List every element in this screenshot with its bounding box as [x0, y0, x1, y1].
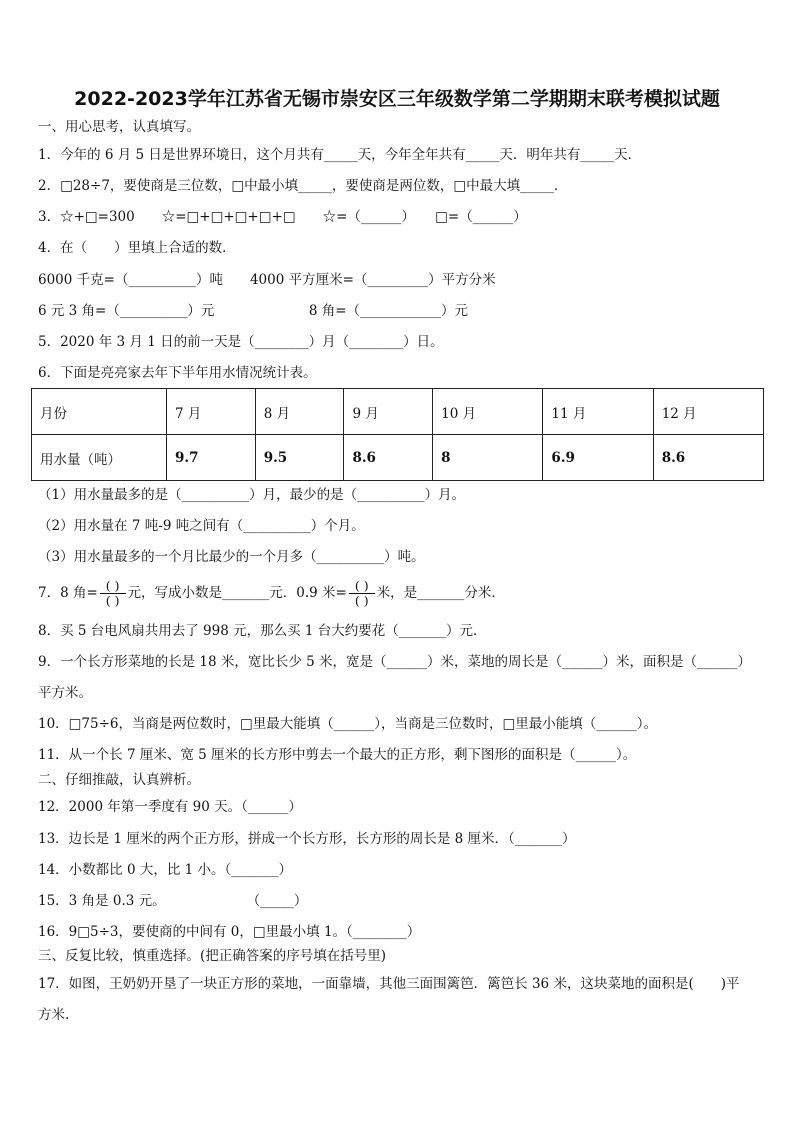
page-title: 2022-2023学年江苏省无锡市崇安区三年级数学第二学期期末联考模拟试题: [74, 88, 720, 110]
table-cell: 8.6: [653, 435, 763, 481]
section-2-heading: 二、仔细推敲，认真辨析。: [38, 772, 200, 788]
question-6-part-3: （3）用水量最多的一个月比最少的一个月多（__________）吨。: [38, 549, 425, 565]
table-cell: 8 月: [255, 389, 344, 435]
question-1: 1．今年的 6 月 5 日是世界环境日，这个月共有_____天，今年全年共有_____天．明年共有_____天．: [38, 147, 642, 163]
question-5: 5．2020 年 3 月 1 日的前一天是（________）月（________）日。: [38, 334, 444, 350]
table-cell: 11 月: [543, 389, 653, 435]
fraction-denominator: ( ): [354, 593, 369, 608]
table-cell: 8.6: [344, 435, 433, 481]
question-6-part-1: （1）用水量最多的是（__________）月，最少的是（__________）月。: [38, 487, 466, 503]
question-9: 9．一个长方形菜地的长是 18 米，宽比长少 5 米，宽是（______）米，菜地的周长是（______）米，面积是（______）: [38, 654, 752, 670]
fraction-numerator: ( ): [100, 579, 126, 594]
table-cell: 9.5: [255, 435, 344, 481]
question-7-text-a: 7．8 角=: [38, 585, 98, 601]
section-3-heading: 三、反复比较，慎重选择。(把正确答案的序号填在括号里): [38, 948, 387, 964]
table-row: [32, 389, 764, 435]
table-cell: 9.7: [167, 435, 256, 481]
question-8: 8．买 5 台电风扇共用去了 998 元，那么买 1 台大约要花（_______）元．: [38, 623, 487, 639]
table-cell: 6.9: [543, 435, 653, 481]
question-7: [38, 578, 505, 608]
table-cell: 7 月: [167, 389, 256, 435]
question-7-text-c: 米，是_______分米．: [376, 585, 505, 601]
table-header-month: 月份: [32, 389, 167, 435]
question-12: 12．2000 年第一季度有 90 天。（______）: [38, 799, 302, 815]
question-4: 4．在（ ）里填上合适的数．: [38, 240, 236, 256]
question-4-line-b: 6 元 3 角=（__________）元 8 角=（____________）元: [38, 303, 469, 319]
question-7-text-b: 元，写成小数是_______元．0.9 米=: [127, 585, 347, 601]
section-1-heading: 一、用心思考，认真填写。: [38, 119, 200, 135]
table-header-usage: 用水量（吨）: [32, 435, 167, 481]
table-cell: 8: [433, 435, 543, 481]
question-6: 6．下面是亮亮家去年下半年用水情况统计表。: [38, 365, 317, 381]
fraction: [349, 579, 375, 608]
question-3: 3．☆+□=300 ☆=□+□+□+□+□ ☆=（______） □=（______）: [38, 209, 527, 225]
table-cell: 9 月: [344, 389, 433, 435]
question-2: 2．□28÷7，要使商是三位数，□中最小填_____，要使商是两位数，□中最大填_____．: [38, 178, 568, 194]
table-cell: 10 月: [433, 389, 543, 435]
question-17: 17．如图，王奶奶开垦了一块正方形的菜地，一面靠墙，其他三面围篱笆．篱笆长 36 米，这块菜地的面积是( )平: [38, 976, 740, 992]
question-10: 10．□75÷6，当商是两位数时，□里最大能填（______），当商是三位数时，□里最小能填（______）。: [38, 716, 658, 732]
question-14: 14．小数都比 0 大，比 1 小。（_______）: [38, 862, 293, 878]
question-6-part-2: （2）用水量在 7 吨-9 吨之间有（__________）个月。: [38, 518, 365, 534]
fraction-numerator: ( ): [349, 579, 375, 594]
question-13: 13．边长是 1 厘米的两个正方形，拼成一个长方形，长方形的周长是 8 厘米．（_______）: [38, 831, 576, 847]
table-cell: 12 月: [653, 389, 763, 435]
question-16: 16．9□5÷3，要使商的中间有 0，□里最小填 1。（________）: [38, 924, 421, 940]
question-4-line-a: 6000 千克=（__________）吨 4000 平方厘米=（_________）平方分米: [38, 272, 496, 288]
question-11: 11．从一个长 7 厘米、宽 5 厘米的长方形中剪去一个最大的正方形，剩下图形的面积是（______）。: [38, 747, 637, 763]
water-usage-table: [31, 388, 764, 481]
fraction-denominator: ( ): [105, 593, 120, 608]
fraction: [100, 579, 126, 608]
question-15: 15．3 角是 0.3 元。 （_____）: [38, 893, 308, 909]
question-17-continued: 方米.: [38, 1007, 70, 1023]
table-row: [32, 435, 764, 481]
question-9-continued: 平方米。: [38, 685, 92, 701]
